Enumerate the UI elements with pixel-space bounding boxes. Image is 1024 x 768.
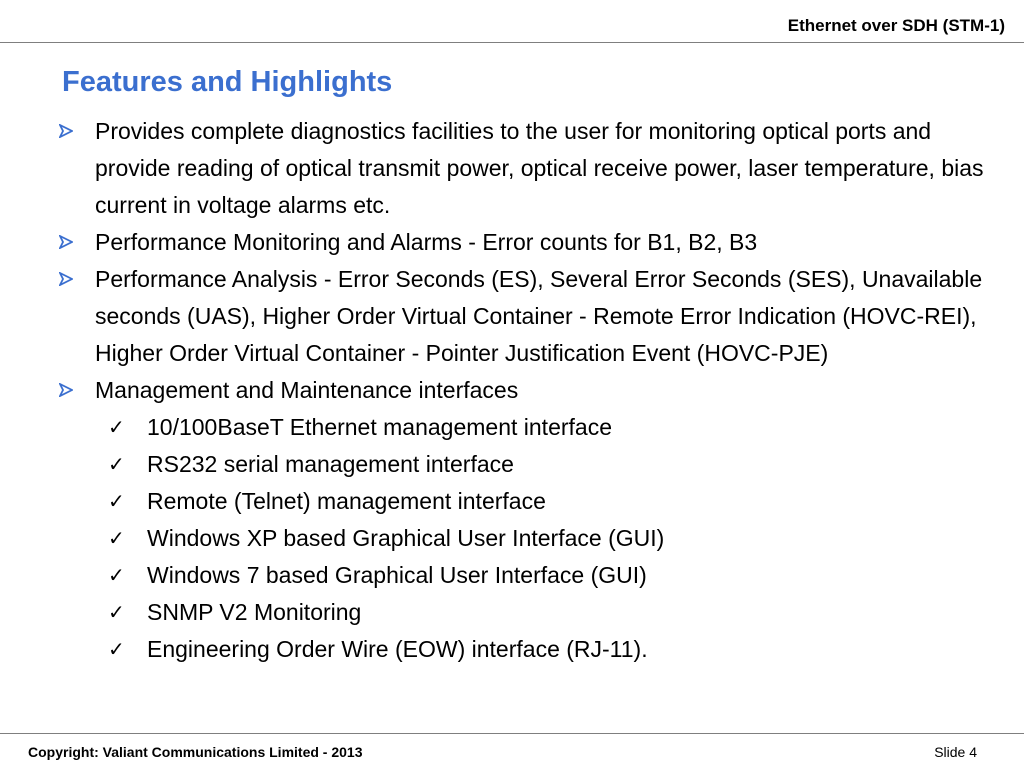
sub-bullet-text: Remote (Telnet) management interface: [147, 488, 546, 514]
check-icon: ✓: [108, 452, 125, 476]
arrow-bullet-icon: [59, 261, 73, 286]
slide-heading: Features and Highlights: [62, 66, 393, 98]
check-icon: ✓: [108, 637, 125, 661]
sub-bullet-item: [0, 594, 1024, 631]
bullet-text: Management and Maintenance interfaces: [95, 377, 519, 403]
slide-number: Slide 4: [934, 744, 977, 760]
sub-bullet-text: Windows 7 based Graphical User Interface (GUI): [147, 562, 647, 588]
sub-bullet-text: Windows XP based Graphical User Interface (GUI): [147, 525, 665, 551]
check-icon: ✓: [108, 563, 125, 587]
arrow-bullet-icon: [59, 113, 73, 138]
bullet-text: Performance Analysis - Error Seconds (ES), Several Error Seconds (SES), Unavailable seconds (UAS), Higher Order Virtual Container - Remote Error Indication (HOVC-REI), Higher Order Virtual Container - Pointer Justification Event (HOVC-PJE): [95, 266, 983, 366]
sub-bullet-item: [0, 631, 1024, 668]
check-icon: ✓: [108, 600, 125, 624]
sub-bullet-item: [0, 446, 1024, 483]
bullet-item: [0, 113, 1024, 224]
sub-bullet-item: [0, 409, 1024, 446]
sub-bullet-text: Engineering Order Wire (EOW) interface (RJ-11).: [147, 636, 648, 662]
sub-bullet-item: [0, 520, 1024, 557]
bullet-list: [0, 113, 1024, 668]
sub-bullet-item: [0, 557, 1024, 594]
bullet-item: [0, 261, 1024, 372]
arrow-bullet-icon: [59, 372, 73, 397]
bullet-text: Provides complete diagnostics facilities to the user for monitoring optical ports and provide reading of optical transmit power, optical receive power, laser temperature, bias current in voltage alarms etc.: [95, 118, 984, 218]
check-icon: ✓: [108, 489, 125, 513]
sub-bullet-item: [0, 483, 1024, 520]
footer-copyright: Copyright: Valiant Communications Limited - 2013: [28, 744, 363, 760]
sub-bullet-text: SNMP V2 Monitoring: [147, 599, 362, 625]
bullet-item: [0, 224, 1024, 261]
arrow-bullet-icon: [59, 224, 73, 249]
check-icon: ✓: [108, 526, 125, 550]
header-divider: [0, 42, 1024, 43]
header-title: Ethernet over SDH (STM-1): [787, 16, 1005, 35]
bullet-item: [0, 372, 1024, 409]
sub-bullet-text: 10/100BaseT Ethernet management interface: [147, 414, 612, 440]
bullet-text: Performance Monitoring and Alarms - Error counts for B1, B2, B3: [95, 229, 758, 255]
sub-bullet-text: RS232 serial management interface: [147, 451, 514, 477]
check-icon: ✓: [108, 415, 125, 439]
footer-divider: [0, 733, 1024, 734]
